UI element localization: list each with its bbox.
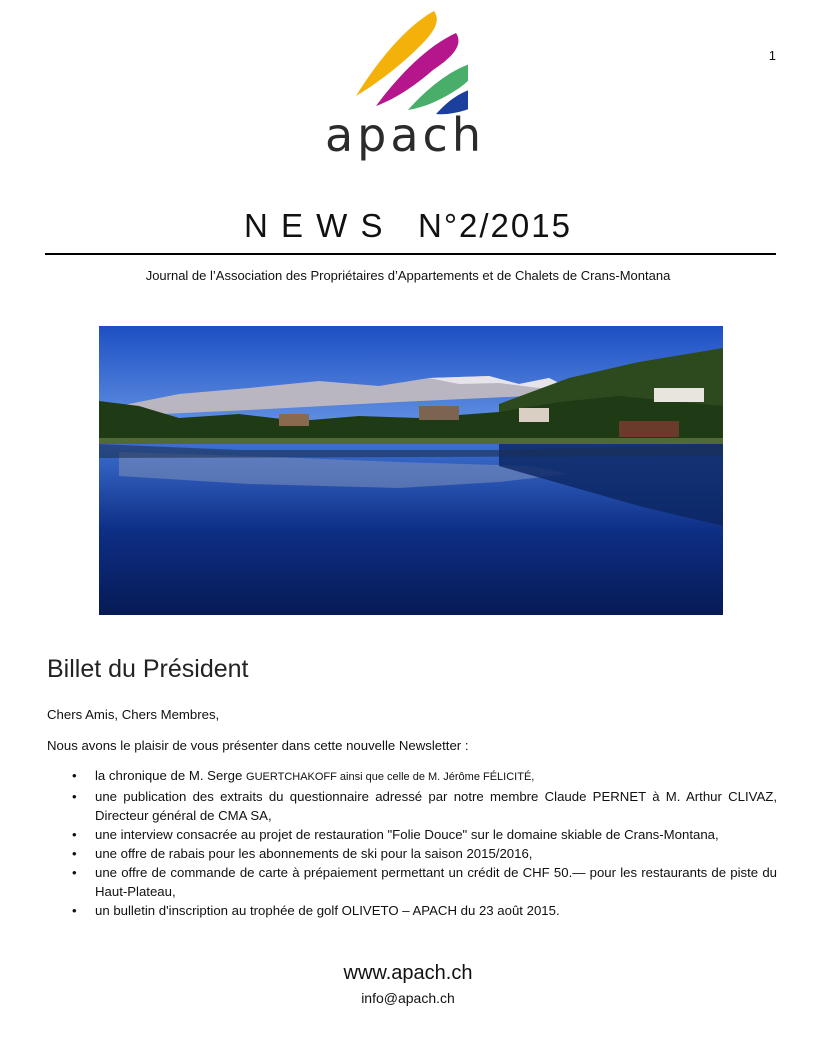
website-link[interactable]: www.apach.ch [343, 962, 473, 984]
list-item-text: la chronique de M. Serge [95, 768, 247, 783]
newsletter-subtitle: Journal de l’Association des Propriétaires d’Appartements et de Chalets de Crans-Montana [145, 268, 671, 283]
list-item [47, 766, 777, 787]
list-item-text: un bulletin d'inscription au trophée de golf OLIVETO – APACH du 23 août 2015. [95, 903, 560, 918]
list-item [47, 825, 777, 844]
list-item-text: une offre de rabais pour les abonnements de ski pour la saison 2015/2016, [95, 846, 533, 861]
logo-icon [348, 8, 468, 118]
bullet-icon: • [72, 903, 77, 918]
list-item-text-small: GUERTCHAKOFF ainsi que celle de M. Jérôme FÉLICITÉ, [246, 771, 535, 783]
list-item [47, 901, 777, 920]
list-item [47, 844, 777, 863]
salutation: Chers Amis, Chers Membres, [47, 707, 220, 722]
newsletter-contents-list [47, 766, 777, 920]
list-item [47, 863, 777, 901]
list-item-text: une offre de commande de carte à prépaiement permettant un crédit de CHF 50.— pour les restaurants de piste du Haut-Plateau, [95, 865, 777, 899]
apach-logo [320, 8, 490, 163]
list-item [47, 787, 777, 825]
bullet-icon: • [72, 865, 77, 880]
email-link[interactable]: info@apach.ch [361, 990, 455, 1006]
section-title: Billet du Président [47, 655, 249, 683]
list-item-text: une publication des extraits du questionnaire adressé par notre membre Claude PERNET à M. Arthur CLIVAZ, Directeur général de CMA SA, [95, 789, 777, 823]
logo-wordmark: apach [324, 108, 486, 162]
lake-and-mountains-photo [99, 326, 723, 615]
bullet-icon: • [72, 768, 77, 783]
bullet-icon: • [72, 827, 77, 842]
bullet-icon: • [72, 789, 77, 804]
list-item-text: une interview consacrée au projet de restauration "Folie Douce" sur le domaine skiable de Crans-Montana, [95, 827, 719, 842]
newsletter-title: N E W S N°2/2015 [244, 207, 572, 244]
page-number: 1 [768, 48, 776, 63]
intro-paragraph: Nous avons le plaisir de vous présenter dans cette nouvelle Newsletter : [47, 738, 469, 753]
bullet-icon: • [72, 846, 77, 861]
title-divider [45, 253, 776, 255]
